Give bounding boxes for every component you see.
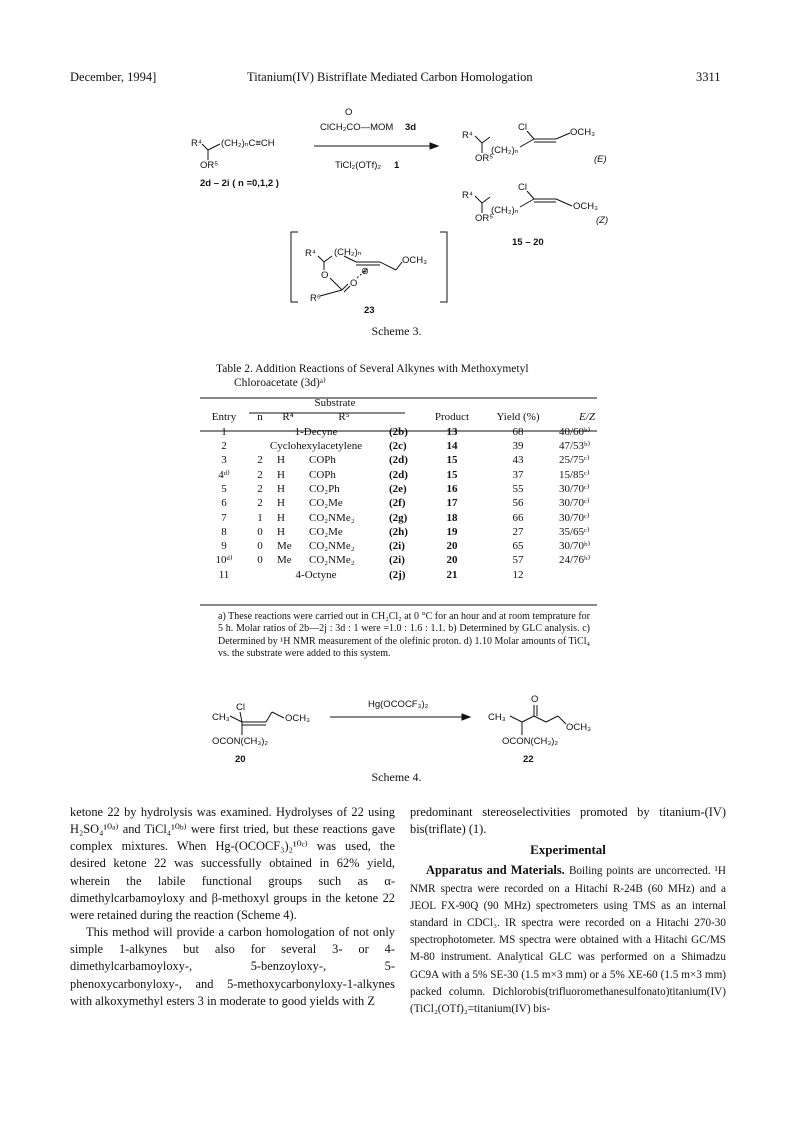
cell-ez: 24/76ᵇ⁾ xyxy=(559,554,591,567)
cell-entry: 10ᵈ⁾ xyxy=(215,554,233,567)
cell-r4: Me xyxy=(277,554,292,567)
col-ez: E/Z xyxy=(579,411,595,424)
cell-ez: 35/65ᶜ⁾ xyxy=(559,525,590,538)
apparatus-heading: Apparatus and Materials. xyxy=(426,863,565,878)
cell-substrate-id: (2e) xyxy=(389,482,407,495)
int-och3: OCH₃ xyxy=(402,255,427,266)
cell-product: 17 xyxy=(446,497,458,510)
cell-r4: H xyxy=(277,468,285,481)
int-o2: O xyxy=(350,278,358,289)
cell-ez: 25/75ᶜ⁾ xyxy=(559,454,590,467)
cell-yield: 68 xyxy=(512,425,524,438)
reagent-label: 3d xyxy=(405,122,417,133)
cell-substrate-name: Cyclohexylacetylene xyxy=(269,440,363,453)
cell-n: 0 xyxy=(257,554,263,567)
cell-r5: CO₂NMe₂ xyxy=(309,540,355,553)
product-e-r4: R⁴ xyxy=(462,130,473,141)
s4-product-substituent: OCON(CH₃)₂ xyxy=(502,736,559,747)
left-column xyxy=(70,804,395,1010)
product-e-or5: OR⁵ xyxy=(475,153,494,164)
cell-r5: CO₂Me xyxy=(309,497,343,510)
reactant-chain: (CH₂)ₙC≡CH xyxy=(221,138,275,149)
s4-reactant-label: 20 xyxy=(235,754,246,765)
cell-ez: 30/70ᵇ⁾ xyxy=(559,540,591,553)
cell-n: 2 xyxy=(257,468,263,481)
e-isomer-label: (E) xyxy=(594,154,607,165)
product-label: 15 – 20 xyxy=(512,237,544,248)
header-title: Titanium(IV) Bistriflate Mediated Carbon Homologation xyxy=(247,70,533,84)
s4-reactant-och3: OCH₃ xyxy=(285,713,310,724)
cell-yield: 55 xyxy=(512,482,524,495)
cell-r4: H xyxy=(277,482,285,495)
s4-product-o: O xyxy=(531,694,539,705)
reagent-formula: ClCH₂CO—MOM xyxy=(320,122,394,133)
cell-r5: CO₂Me xyxy=(309,525,343,538)
cell-substrate-id: (2i) xyxy=(389,554,405,567)
col-yield: Yield (%) xyxy=(496,411,540,424)
table-2-caption-line1: Table 2. Addition Reactions of Several Alkynes with Methoxymetyl xyxy=(216,363,529,375)
cell-product: 13 xyxy=(446,425,458,438)
product-e-chain: (CH₂)ₙ xyxy=(491,145,519,156)
cell-n: 2 xyxy=(257,497,263,510)
header-left: December, 1994] xyxy=(70,70,157,84)
cell-substrate-id: (2d) xyxy=(389,468,408,481)
int-r4: R⁴ xyxy=(305,248,316,259)
cell-entry: 4ᵈ⁾ xyxy=(218,468,230,481)
apparatus-paragraph xyxy=(410,862,726,1017)
cell-r5: CO₂NMe₂ xyxy=(309,511,355,524)
cell-yield: 57 xyxy=(512,554,524,567)
cell-yield: 12 xyxy=(512,568,524,581)
cell-substrate-name: 4-Octyne xyxy=(295,568,337,581)
col-r4: R⁴ xyxy=(282,411,294,424)
cell-entry: 1 xyxy=(221,425,227,438)
cell-product: 20 xyxy=(446,540,458,553)
int-o1: O xyxy=(321,270,329,281)
cell-substrate-id: (2h) xyxy=(389,525,408,538)
cell-entry: 9 xyxy=(221,540,227,553)
cell-yield: 43 xyxy=(512,454,524,467)
cell-substrate-id: (2d) xyxy=(389,454,408,467)
section-heading: Experimental xyxy=(530,842,606,858)
cell-entry: 5 xyxy=(221,482,227,495)
cell-r4: Me xyxy=(277,540,292,553)
col-n: n xyxy=(257,411,263,424)
cell-substrate-id: (2i) xyxy=(389,540,405,553)
cell-product: 21 xyxy=(446,568,458,581)
table-2-footnotes: a) These reactions were carried out in CH₂Cl₂ at 0 °C for an hour and at room temprature for 5 h. Molar ratios of 2b—2j : 3d : 1 were =1.0 : 1.6 : 1.1. b) Determined by GLC analysis. c) Determined by ¹H NMR measurement of the olefinic proton. d) 1.10 Molar amounts of TiCl₄ vs. the substrate were added to this system. xyxy=(218,611,590,659)
cell-substrate-name: 1-Decyne xyxy=(294,425,338,438)
cell-entry: 3 xyxy=(221,454,227,467)
z-isomer-label: (Z) xyxy=(596,215,609,226)
cell-product: 16 xyxy=(446,482,458,495)
cell-product: 14 xyxy=(446,440,458,453)
cell-r5: CO₂NMe₂ xyxy=(309,554,355,567)
product-z-or5: OR⁵ xyxy=(475,213,494,224)
cell-yield: 27 xyxy=(512,525,524,538)
cell-r5: COPh xyxy=(309,454,336,467)
cell-ez: 30/70ᶜ⁾ xyxy=(559,497,590,510)
cell-r4: H xyxy=(277,497,285,510)
cell-r5: CO₂Ph xyxy=(309,482,340,495)
s4-reactant-substituent: OCON(CH₃)₂ xyxy=(212,736,269,747)
int-label: 23 xyxy=(364,305,375,316)
catalyst-label: 1 xyxy=(394,160,400,171)
cell-substrate-id: (2b) xyxy=(389,425,408,438)
cell-substrate-id: (2g) xyxy=(389,511,408,524)
cell-n: 1 xyxy=(257,511,263,524)
cell-ez: 47/53ᵇ⁾ xyxy=(559,440,591,453)
col-entry: Entry xyxy=(211,411,237,424)
cell-yield: 37 xyxy=(512,468,524,481)
page-number: 3311 xyxy=(696,70,721,84)
cell-r4: H xyxy=(277,525,285,538)
s4-reactant-cl: Cl xyxy=(236,702,245,713)
cell-n: 2 xyxy=(257,454,263,467)
table-2-caption-line2: Chloroacetate (3d)ᵃ⁾ xyxy=(234,377,326,389)
cell-r4: H xyxy=(277,454,285,467)
cell-product: 15 xyxy=(446,468,458,481)
product-z-och3: OCH₃ xyxy=(573,201,598,212)
col-product: Product xyxy=(434,411,470,424)
right-column xyxy=(410,804,726,1017)
int-chain: (CH₂)ₙ xyxy=(334,247,362,258)
cell-ez: 30/70ᶜ⁾ xyxy=(559,511,590,524)
product-z-r4: R⁴ xyxy=(462,190,473,201)
reactant-label: 2d – 2i ( n =0,1,2 ) xyxy=(200,178,279,189)
reactant-or5: OR⁵ xyxy=(200,160,219,171)
cell-n: 2 xyxy=(257,482,263,495)
cell-substrate-id: (2f) xyxy=(389,497,406,510)
cell-entry: 11 xyxy=(218,568,230,581)
cell-r4: H xyxy=(277,511,285,524)
cell-substrate-id: (2c) xyxy=(389,440,407,453)
s4-product-och3: OCH₃ xyxy=(566,722,591,733)
catalyst: TiCl₂(OTf)₂ xyxy=(335,160,382,171)
scheme-4-caption: Scheme 4. xyxy=(371,770,422,784)
cell-yield: 39 xyxy=(512,440,524,453)
cell-ez: 15/85ᶜ⁾ xyxy=(559,468,590,481)
int-r6: R⁶ xyxy=(310,293,321,304)
product-z-chain: (CH₂)ₙ xyxy=(491,205,519,216)
cell-product: 19 xyxy=(446,525,458,538)
left-paragraph-2: This method will provide a carbon homologation of not only simple 1-alkynes but also for several 3- or 4-dimethylcarbamoyloxy-, 5-benzoyloxy-, 5-phenoxycarbonyloxy-, and 5-methoxycarbonyloxy-1-alkynes with alkoxymethyl esters 3 in moderate to good yields with Z xyxy=(70,925,395,1008)
cell-entry: 7 xyxy=(221,511,227,524)
reagent-carbonyl-o: O xyxy=(345,107,353,118)
cell-ez: 30/70ᶜ⁾ xyxy=(559,482,590,495)
cell-yield: 65 xyxy=(512,540,524,553)
col-r5: R⁵ xyxy=(338,411,350,424)
cell-entry: 8 xyxy=(221,525,227,538)
cell-product: 20 xyxy=(446,554,458,567)
product-e-cl: Cl xyxy=(518,122,527,133)
cell-r5: COPh xyxy=(309,468,336,481)
cell-n: 0 xyxy=(257,540,263,553)
cell-product: 18 xyxy=(446,511,458,524)
s4-reactant-ch3: CH₃ xyxy=(212,712,230,723)
product-e-och3: OCH₃ xyxy=(570,127,595,138)
substrate-header: Substrate xyxy=(314,397,356,410)
apparatus-text: Boiling points are uncorrected. ¹H NMR spectra were recorded on a Hitachi R-24B (60 MHz) and a JEOL FX-90Q (90 MHz) spectrometers using TMS as an internal standard in CDCl₃. IR spectra were recorded on a Hitachi 270-30 spectrophotometer. MS spectra were obtained with a Hitachi GC/MS M-80 instrument. Analytical GLC was performed on a Shimadzu GC9A with a 5% SE-30 (1.5 m×3 mm) or a 5% XE-60 (1.5 m×3 mm) packed column. Dichlorobis(trifluoromethanesulfonato)titanium(IV) (TiCl₂(OTf)₂=titanium(IV) bis- xyxy=(410,865,726,1016)
s4-product-label: 22 xyxy=(523,754,534,765)
product-z-cl: Cl xyxy=(518,182,527,193)
reactant-r4: R⁴ xyxy=(191,138,202,149)
cell-n: 0 xyxy=(257,525,263,538)
right-paragraph-1: predominant stereoselectivities promoted by titanium-(IV) bis(triflate) (1). xyxy=(410,805,726,837)
cell-yield: 56 xyxy=(512,497,524,510)
cell-substrate-id: (2j) xyxy=(389,568,406,581)
cell-entry: 6 xyxy=(221,497,227,510)
cell-ez: 40/60ᵇ⁾ xyxy=(559,425,591,438)
int-plus: ⊕ xyxy=(361,266,369,277)
scheme-3-caption: Scheme 3. xyxy=(371,324,422,338)
cell-yield: 66 xyxy=(512,511,524,524)
cell-product: 15 xyxy=(446,454,458,467)
left-paragraph-1: ketone 22 by hydrolysis was examined. Hydrolyses of 22 using H₂SO₄¹⁰ᵃ⁾ and TiCl₄¹⁰ᵇ⁾ were first tried, but these reactions gave complex mixtures. When Hg-(OCOCF₃)₂¹⁰ᶜ⁾ was used, the desired ketone 22 was successfully obtained in 62% yield, wherein the labile functional groups such as α-dimethylcarbamoyloxy and β-methoxyl groups in the ketone 22 were retained during the reaction (Scheme 4). xyxy=(70,805,395,922)
s4-reagent: Hg(OCOCF₃)₂ xyxy=(368,699,429,710)
s4-product-ch3: CH₃ xyxy=(488,712,506,723)
cell-entry: 2 xyxy=(221,440,227,453)
